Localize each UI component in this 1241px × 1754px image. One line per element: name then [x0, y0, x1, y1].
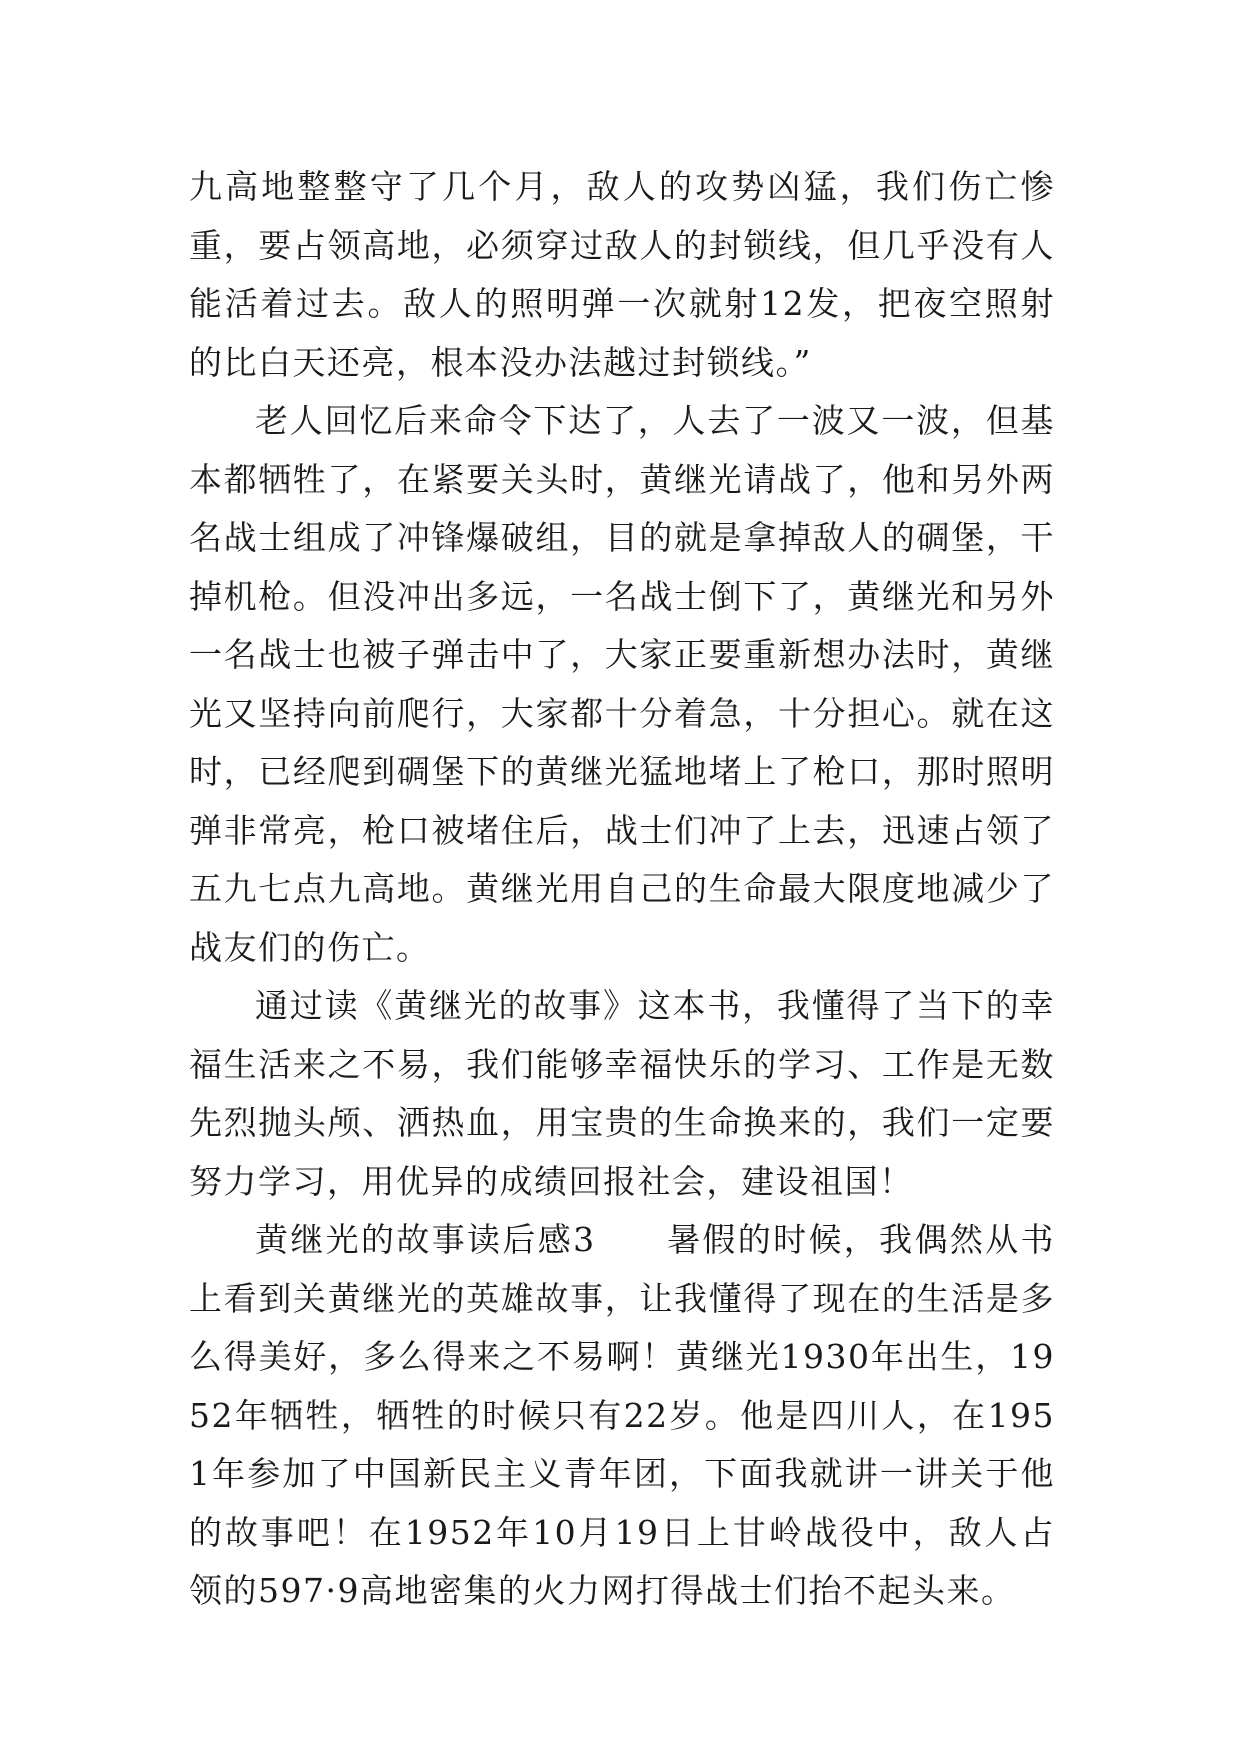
paragraph-3: 通过读《黄继光的故事》这本书，我懂得了当下的幸福生活来之不易，我们能够幸福快乐的学习、工作是无数先烈抛头颅、洒热血，用宝贵的生命换来的，我们一定要努力学习，用优异的成绩回报社会，建设祖国！ — [189, 986, 1055, 1201]
body-text — [189, 158, 1055, 1621]
paragraph-2: 老人回忆后来命令下达了，人去了一波又一波，但基本都牺牲了，在紧要关头时，黄继光请战了，他和另外两名战士组成了冲锋爆破组，目的就是拿掉敌人的碉堡，干掉机枪。但没冲出多远，一名战士倒下了，黄继光和另外一名战士也被子弹击中了，大家正要重新想办法时，黄继光又坚持向前爬行，大家都十分着急，十分担心。就在这时，已经爬到碉堡下的黄继光猛地堵上了枪口，那时照明弹非常亮，枪口被堵住后，战士们冲了上去，迅速占领了五九七点九高地。黄继光用自己的生命最大限度地减少了战友们的伤亡。 — [189, 401, 1055, 967]
paragraph-4: 黄继光的故事读后感3 暑假的时候，我偶然从书上看到关黄继光的英雄故事，让我懂得了现在的生活是多么得美好，多么得来之不易啊！黄继光1930年出生，1952年牺牲，牺牲的时候只有22岁。他是四川人，在1951年参加了中国新民主义青年团，下面我就讲一讲关于他的故事吧！在1952年10月19日上甘岭战役中，敌人占领的597·9高地密集的火力网打得战士们抬不起头来。 — [189, 1220, 1055, 1610]
paragraph-1: 九高地整整守了几个月，敌人的攻势凶猛，我们伤亡惨重，要占领高地，必须穿过敌人的封锁线，但几乎没有人能活着过去。敌人的照明弹一次就射12发，把夜空照射的比白天还亮，根本没办法越过封锁线。” — [189, 167, 1055, 382]
